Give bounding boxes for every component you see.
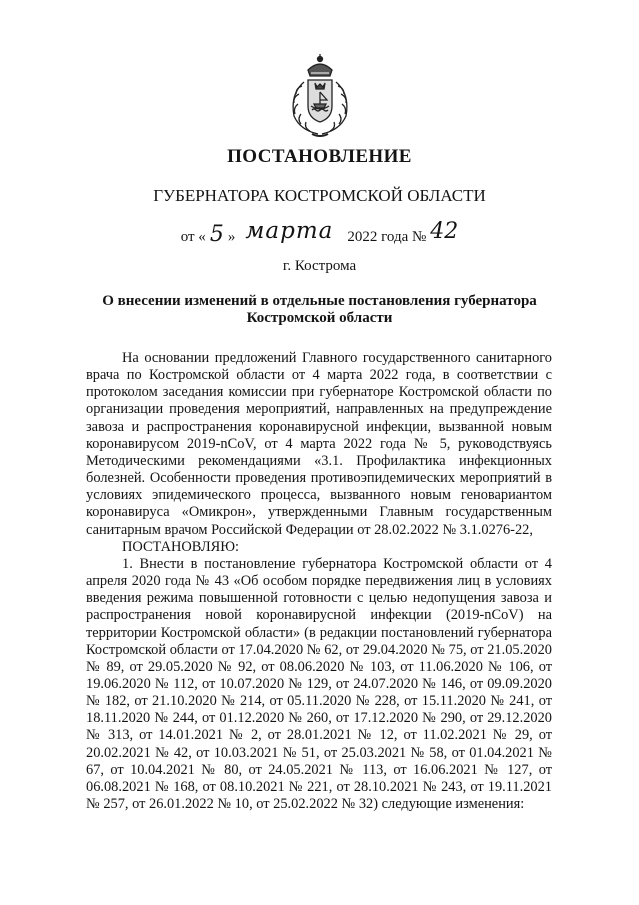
date-year-text: 2022 года №: [347, 229, 427, 245]
coat-of-arms-icon: [284, 54, 356, 138]
document-subtitle: ГУБЕРНАТОРА КОСТРОМСКОЙ ОБЛАСТИ: [153, 186, 486, 205]
date-day-handwritten: 5: [209, 222, 224, 247]
heading-line-2: Костромской области: [246, 310, 393, 326]
heading-line-1: О внесении изменений в отдельные постановления губернатора: [102, 293, 537, 309]
date-middle: »: [227, 229, 236, 245]
document-number-handwritten: 42: [430, 219, 459, 244]
date-prefix: от «: [180, 229, 206, 245]
paragraph-item-1: 1. Внести в постановление губернатора Костромской области от 4 апреля 2020 года № 43 «Об особом порядке передвижения лиц в условиях введения режима повышенной готовности с целью недопущения завоза и распространения новой коронавирусной инфекции (2019-nCoV) на территории Костромской области» (в редакции постановлений губернатора Костромской области от 17.04.2020 № 62, от 29.04.2020 № 75, от 21.05.2020 № 89, от 29.05.2020 № 92, от 08.06.2020 № 103, от 11.06.2020 № 106, от 19.06.2020 № 112, от 10.07.2020 № 129, от 24.07.2020 № 146, от 09.09.2020 № 182, от 21.10.2020 № 214, от 05.11.2020 № 228, от 15.11.2020 № 241, от 18.11.2020 № 244, от 01.12.2020 № 260, от 17.12.2020 № 290, от 29.12.2020 № 313, от 14.01.2021 № 2, от 28.01.2021 № 12, от 11.02.2021 № 29, от 20.02.2021 № 42, от 10.03.2021 № 51, от 25.03.2021 № 58, от 01.04.2021 № 67, от 10.04.2021 № 80, от 24.05.2021 № 113, от 16.06.2021 № 127, от 06.08.2021 № 168, от 08.10.2021 № 221, от 28.10.2021 № 243, от 19.11.2021 № 257, от 26.01.2022 № 10, от 25.02.2022 № 32) следующие изменения:: [86, 555, 552, 813]
paragraph-preamble: На основании предложений Главного государственного санитарного врача по Костромской области от 4 марта 2022 года, в соответствии с протоколом заседания комиссии при губернаторе Костромской области по организации проведения мероприятий, направленных на предупреждение завоза и распространения коронавирусной инфекции, вызванной новым коронавирусом 2019-nCoV, от 4 марта 2022 года № 5, руководствуясь Методическими рекомендациями «3.1. Профилактика инфекционных болезней. Особенности проведения противоэпидемических мероприятий в условиях эпидемического процесса, вызванного новым геновариантом коронавируса «Омикрон», утвержденными Главным государственным санитарным врачом Российской Федерации от 28.02.2022 № 3.1.0276-22,: [86, 350, 552, 538]
document-body: [86, 350, 552, 813]
document-heading: [0, 293, 639, 327]
date-month-handwritten: марта: [245, 218, 334, 244]
decree-word: ПОСТАНОВЛЯЮ:: [122, 538, 240, 555]
document-title: ПОСТАНОВЛЕНИЕ: [227, 146, 412, 167]
document-date-line: [0, 218, 639, 247]
document-city: г. Кострома: [282, 258, 357, 274]
